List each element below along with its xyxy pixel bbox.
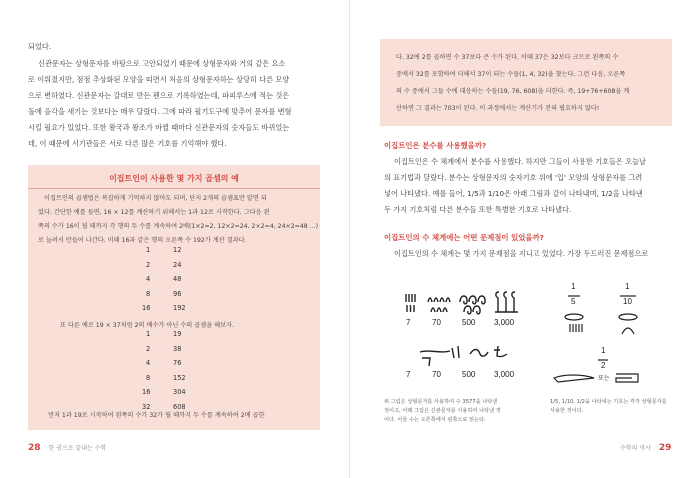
book-title: 한 권으로 끝내는 수학	[48, 445, 107, 452]
book-section: 수학의 역사	[620, 445, 651, 452]
right-page: 다. 32에 2를 곱하면 수 37보다 큰 수가 된다. 이때 37은 32보다 크므로 왼쪽의 수 중에서 32를 포함하여 더해서 37이 되는 수들(1, 4, 32)을 찾는다. 그런 다음, 오른쪽 의 수 중에서 그들 수에 대응하는 수들(19, 76, 608)을 더한다. 즉, 19+76+608을 계 산하면 그 결과는 703이 된다. 이 과정에서는 계산기가 전혀 필요하지 않다! 이집트인은 분수를 사용했을까? 이집트인은 수 체계에서 분수를 사용했다. 하지만 그들이 사용한 기호들은 오늘날 의 표기법과 달랐다. 분수는 상형문자의 숫자기호 위에 '입' 모양의 상형문자를 그려 넣어 나타냈다. 예를 들어, 1/5과 1/10은 아래 그림과 같이 나타내며, 1/2을 나타낸 두 가지 기호처럼 다른 분수들 또한 특별한 기호로 나타냈다. 이집트인의 수 체계에는 어떤 문제점이 있었을까? 이집트인의 수 체계는 몇 가지 문제점을 지니고 있었다. 가장 두드러진 문제점으로 7 70 500 3,000 7 70 500 3,000 1 5 1 10 1 2 또는 위 그림은 상형문자를 사용하여 수 3577을 나타낸 것이고, 아래 그림은 신관문자를 사용하여 나타낸 것 이다. 이들 수는 오른쪽에서 왼쪽으로 읽는다. 1/5, 1/10, 1/2을 나타내는 기호는 각각 상형문자를 사용한 것이다. 수학의 역사 29	[350, 0, 700, 478]
box-intro-line: 로 늘려서 만들어 나간다. 이때 16과 같은 행의 오른쪽 수 192가 계산 결과다.	[38, 237, 247, 244]
fractions-figure	[546, 282, 666, 392]
box-line: 의 수 중에서 그들 수에 대응하는 수들(19, 76, 608)을 더한다. 즉, 19+76+608을 계	[396, 88, 630, 95]
box-outro-text: 먼저 1과 19로 시작하여 왼쪽의 수가 32가 될 때까지 두 수를 계속하여 2배 곱한	[48, 412, 265, 419]
frac-1-2-bottom: 2	[601, 361, 606, 370]
box-mid-text: 또 다른 예로 19 × 37처럼 2의 배수가 아닌 수의 곱셈을 해보자.	[60, 322, 234, 329]
multiplier-cell: 32	[142, 402, 151, 411]
product-cell: 608	[173, 402, 186, 411]
multiplier-cell: 16	[142, 388, 151, 396]
multiplier-cell: 2	[146, 344, 151, 353]
multiplier-cell: 8	[146, 289, 151, 298]
product-cell: 192	[173, 304, 186, 312]
page-number: 29	[658, 443, 672, 453]
numeral-label: 500	[462, 370, 476, 379]
multiplier-cell: 2	[146, 260, 151, 269]
heading-problems: 이집트인의 수 체계에는 어떤 문제점이 있었을까?	[384, 233, 544, 242]
numeral-label: 70	[432, 318, 441, 327]
numeral-label: 3,000	[494, 370, 515, 379]
product-cell: 304	[173, 388, 186, 396]
or-label: 또는	[598, 376, 610, 382]
multiplier-cell: 8	[146, 373, 151, 382]
page-number: 28	[28, 443, 41, 453]
right-footer	[620, 443, 671, 453]
left-page: 되었다. 신관문자는 상형문자를 바탕으로 고안되었기 때문에 상형문자와 거의 같은 요소 로 이뤄졌지만, 점점 추상화된 모양을 띠면서 처음의 상형문자하는 상당히 다른 모양 으로 변하였다. 신관문자는 갈대로 만든 펜으로 기록하였는데, 파피루스에 적는 것은 돌에 음각을 새기는 것보다는 매우 달랐다. 그에 따라 필기도구에 맞추어 문자를 변형 시킬 필요가 있었다. 또한 왕국과 왕조가 바뀔 때마다 신관문자의 숫자들도 바뀌었는 데, 이 때문에 서기관들은 서로 다른 많은 기호를 기억해야 했다. 이집트인이 사용한 몇 가지 곱셈의 예 이집트인의 곱셈법은 복잡하게 기억하지 않아도 되며, 단지 2개의 곱셈표만 알면 되 었다. 간단한 예를 들면, 16 × 12를 계산하기 위해서는 1과 12로 시작한다. 그다음 왼 쪽의 수가 16이 될 때까지 각 행의 두 수를 계속하여 2배(1×2=2, 12×2=24, 2×2=4, 24×2=48 ...) 로 늘려서 만들어 나간다. 이때 16과 같은 행의 오른쪽 수 192가 계산 결과다. 1 12 2 24 4 48 8 96 16 192 또 다른 예로 19 × 37처럼 2의 배수가 아닌 수의 곱셈을 해보자. 1 19 2 38 4 76 8 152 16 304 32 608 먼저 1과 19로 시작하여 왼쪽의 수가 32가 될 때까지 두 수를 계속하여 2배 곱한 28 한 권으로 끝내는 수학	[0, 0, 350, 478]
continuation-box	[380, 39, 672, 126]
product-cell: 48	[173, 275, 182, 283]
box-intro-line: 었다. 간단한 예를 들면, 16 × 12를 계산하기 위해서는 1과 12로 시작한다. 그다음 왼	[38, 209, 270, 216]
paragraph-problems: 이집트인의 수 체계는 몇 가지 문제점을 지니고 있었다. 가장 두드러진 문제점으로	[394, 249, 649, 258]
box-intro-line: 이집트인의 곱셈법은 복잡하게 기억하지 않아도 되며, 단지 2개의 곱셈표만 알면 되	[44, 195, 267, 202]
box-intro-line: 쪽의 수가 16이 될 때까지 각 행의 두 수를 계속하여 2배(1×2=2, 12×2=24, 2×2=4, 24×2=48 ...)	[38, 223, 318, 230]
multiplier-cell: 1	[146, 330, 151, 338]
product-cell: 38	[173, 344, 182, 353]
left-footer	[28, 443, 106, 453]
box-line: 중에서 32를 포함하여 더해서 37이 되는 수들(1, 4, 32)을 찾는다. 그런 다음, 오른쪽	[396, 71, 626, 78]
frac-1-10-bottom: 10	[623, 297, 632, 306]
box-line: 산하면 그 결과는 703이 된다. 이 과정에서는 계산기가 전혀 필요하지 않다!	[396, 105, 600, 112]
product-cell: 12	[173, 246, 182, 254]
box-divider	[28, 188, 320, 189]
hieroglyph-numerals-illustration	[402, 284, 532, 384]
numeral-label: 7	[406, 370, 411, 379]
multiplication-box	[28, 165, 320, 430]
numeral-label: 500	[462, 318, 476, 327]
multiplier-cell: 1	[146, 246, 151, 254]
numeral-label: 70	[432, 370, 441, 379]
frac-1-5-bottom: 5	[571, 297, 576, 306]
multiplier-cell: 4	[146, 359, 151, 367]
product-cell: 96	[173, 289, 182, 298]
product-cell: 152	[173, 373, 186, 382]
paragraph-continuation: 되었다.	[28, 42, 52, 51]
frac-1-5-top: 1	[571, 282, 576, 291]
numerals-figure	[402, 284, 532, 384]
product-cell: 19	[173, 330, 182, 338]
product-cell: 76	[173, 359, 182, 367]
numeral-label: 7	[406, 318, 411, 327]
product-cell: 24	[173, 260, 182, 269]
frac-1-2-top: 1	[601, 346, 606, 355]
multiplier-cell: 16	[142, 304, 151, 312]
numeral-label: 3,000	[494, 318, 515, 327]
box-line: 다. 32에 2를 곱하면 수 37보다 큰 수가 된다. 이때 37은 32보다 크므로 왼쪽의 수	[396, 54, 619, 61]
frac-1-10-top: 1	[625, 282, 630, 291]
box-title: 이집트인이 사용한 몇 가지 곱셈의 예	[109, 174, 239, 183]
multiplier-cell: 4	[146, 275, 151, 283]
heading-fractions: 이집트인은 분수를 사용했을까?	[384, 141, 487, 150]
